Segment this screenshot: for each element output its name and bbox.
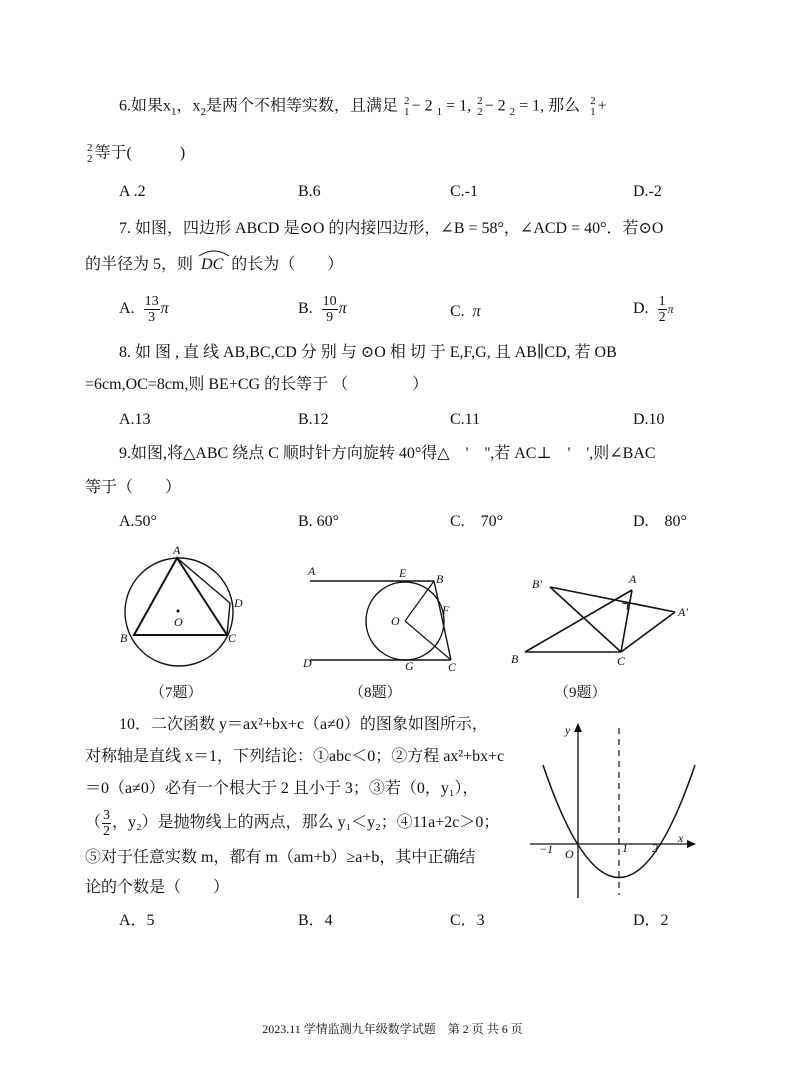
q10-line6: 论的个数是（ ） [85,879,230,896]
q9-option-a[interactable]: A.50° [119,513,157,530]
q10-option-a[interactable]: A．5 [119,912,155,929]
q8-option-b[interactable]: B.12 [298,411,329,428]
q7-line2b: 的长为（ ） [231,256,344,273]
q6-eq1-end: = 1, [446,97,472,115]
q7-line2 [85,255,343,275]
fig8-label-b: B [436,572,444,586]
q8-option-a[interactable]: A.13 [119,411,151,428]
q6-line2-end: 等于( ) [94,144,186,162]
page-footer: 2023.11 学情监测九年级数学试题 第 2 页 共 6 页 [262,1022,523,1036]
fig8-label-e: E [399,566,407,580]
fig9-label-b-prime: B' [532,577,542,591]
q10-graph-y-label: y [565,723,571,737]
q6-frac1: 2 1 [404,95,410,118]
q6-eq2-end: = 1, 那么 [519,97,581,115]
q9-line2: 等于（ ） [85,479,182,496]
q10-parabola-graph [528,720,708,910]
q10-paren: （ [85,814,102,832]
fig9-label-b: B [511,652,519,666]
q6-sep: ，x [176,97,201,115]
q10-line4 [85,808,499,839]
q10-option-d[interactable]: D．2 [633,912,669,929]
fig7-circle-diagram [110,545,260,675]
q10-frac: $\frac{3}{2}$ [103,808,111,839]
q6-stem-b: 是两个不相等实数，且满足 [206,97,399,115]
q9-line1: 9.如图,将△ABC 绕点 C 顺时针方向旋转 40°得△ ' '',若 AC⊥ ' ',则∠BAC [119,445,656,462]
q10-option-c[interactable]: C．3 [450,912,485,929]
q7-option-d[interactable]: D. $\frac{1}{2}$ π [633,294,674,325]
fig9-label-c: C [617,654,626,668]
fig7-label-d: D [234,596,243,610]
q7-option-b[interactable]: B. $\frac{10}{9}$ π [298,294,347,325]
q6-stem-a: 6.如果x [119,97,172,115]
q6-option-c[interactable]: C.-1 [450,183,478,200]
q8-option-d[interactable]: D.10 [633,411,665,428]
q6-eq2-tail: − 2 [484,97,506,115]
fig8-caption: （8题） [349,685,402,701]
fig7-label-a: A [173,543,181,557]
q6-option-a[interactable]: A .2 [119,183,146,200]
q6-line2 [85,143,185,165]
q7-line1: 7. 如图，四边形 ABCD 是⊙O 的内接四边形，∠B = 58°，∠ACD = 40°．若⊙O [119,220,664,237]
q6-sub1: 1 [171,105,177,118]
q6-frac3: 2 1 [590,95,596,118]
fig8-label-c: C [448,660,457,674]
q8-option-c[interactable]: C.11 [450,411,481,428]
q8-line2: =6cm,OC=8cm,则 BE+CG 的长等于 （ ） [85,376,429,393]
q6-eq1-tail: − 2 [411,97,433,115]
fig9-label-a: A [629,572,637,586]
fig7-label-c: C [228,631,237,645]
q9-option-b[interactable]: B. 60° [298,513,340,530]
fig8-label-a: A [308,564,316,578]
q10-option-b[interactable]: B．4 [298,912,333,929]
fig9-caption: （9题） [554,685,607,701]
q6-option-d[interactable]: D.-2 [633,183,662,200]
fig8-tangent-diagram [300,564,470,678]
q9-option-c[interactable]: C. 70° [450,513,504,530]
fig7-label-b: B [120,631,128,645]
fig9-label-a-prime: A' [678,605,688,619]
q10-graph-x-label: x [678,831,684,845]
q7-option-c[interactable]: C. π [450,303,481,320]
q7-option-a[interactable]: A. $\frac{13}{3}$ π [119,294,169,325]
q6-line1: 6.如果$x_1$，$x_2$是两个不相等实数，且满足 2 1 − 2 $_1$ = 1, 2 2 − 2 $_2$ = 1, 那么 2 1 + [119,95,607,118]
fig7-caption: （7题） [150,685,203,701]
q10-graph-neg1: −1 [539,842,554,856]
fig8-label-d: D [303,656,312,670]
fig8-label-f: F [442,603,450,617]
q6-frac2: 2 2 [477,95,483,118]
q6-frac4: 2 2 [87,142,93,165]
q10-graph-origin: O [565,847,574,861]
fig9-rotation-diagram [505,570,695,670]
q6-sub2: 2 [200,105,207,118]
q10-line2: 对称轴是直线 x＝1，下列结论：①abc＜0；②方程 ax²+bx+c [85,748,505,765]
q10-line4-text: ，y₂）是抛物线上的两点，那么 y₁＜y₂；④11a+2c＞0； [112,814,500,832]
q10-line3: ＝0（a≠0）必有一个根大于 2 且小于 3；③若（0，y₁）， [85,780,479,797]
q8-line1: 8. 如 图 , 直 线 AB,BC,CD 分 别 与 ⊙O 相 切 于 E,F,G, 且 AB∥CD, 若 OB [119,344,617,361]
fig8-label-g: G [405,659,414,673]
q10-graph-one: 1 [622,841,628,855]
fig8-label-o: O [391,614,400,628]
q10-graph-two: 2 [652,841,658,855]
q6-plus: + [597,97,607,115]
q7-arc-dc: DC [197,255,227,275]
q10-line1: 10．二次函数 y＝ax²+bx+c（a≠0）的图象如图所示， [119,716,488,733]
q6-option-b[interactable]: B.6 [298,183,321,200]
fig7-label-o: O [174,615,183,629]
q10-line5: ⑤对于任意实数 m，都有 m（am+b）≥a+b，其中正确结 [85,849,476,866]
q9-option-d[interactable]: D. 80° [633,513,687,530]
q7-line2a: 的半径为 5，则 [85,256,194,273]
